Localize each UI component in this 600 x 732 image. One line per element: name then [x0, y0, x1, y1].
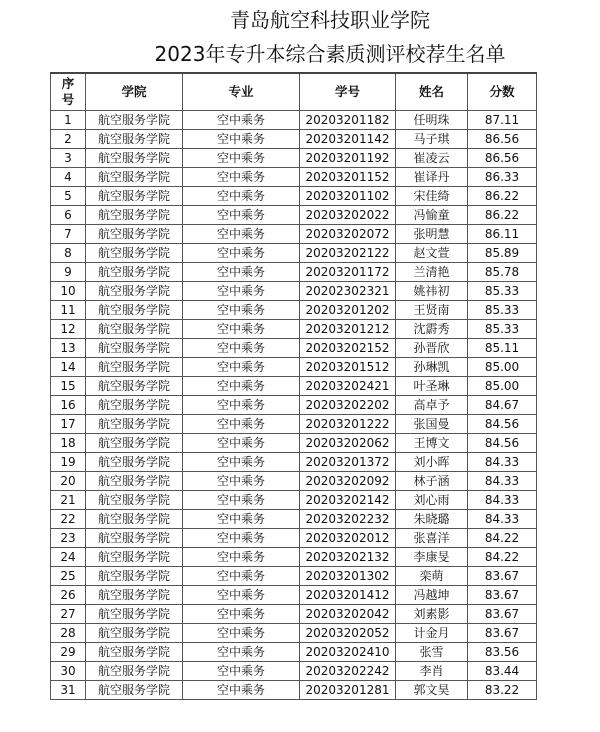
cell-college: 航空服务学院 — [86, 510, 183, 529]
table-header-row — [51, 73, 537, 111]
cell-college: 航空服务学院 — [86, 282, 183, 301]
cell-score: 83.67 — [468, 624, 537, 643]
table-row — [51, 472, 537, 491]
table-row — [51, 491, 537, 510]
table-row — [51, 377, 537, 396]
cell-major: 空中乘务 — [183, 168, 300, 187]
cell-major: 空中乘务 — [183, 529, 300, 548]
cell-score: 86.33 — [468, 168, 537, 187]
cell-name: 高卓予 — [396, 396, 468, 415]
cell-college: 航空服务学院 — [86, 396, 183, 415]
header-no-line2: 号 — [61, 92, 75, 107]
cell-college: 航空服务学院 — [86, 472, 183, 491]
document-subtitle: 2023年专升本综合素质测评校荐生名单 — [154, 42, 506, 66]
cell-id: 20203201202 — [300, 301, 396, 320]
cell-id: 20203202132 — [300, 548, 396, 567]
cell-college: 航空服务学院 — [86, 206, 183, 225]
cell-no: 1 — [51, 111, 86, 130]
cell-name: 孙琳凯 — [396, 358, 468, 377]
cell-college: 航空服务学院 — [86, 434, 183, 453]
cell-id: 20203201281 — [300, 681, 396, 700]
cell-major: 空中乘务 — [183, 263, 300, 282]
cell-id: 20203202410 — [300, 643, 396, 662]
table-row — [51, 605, 537, 624]
cell-major: 空中乘务 — [183, 434, 300, 453]
cell-id: 20203202052 — [300, 624, 396, 643]
cell-major: 空中乘务 — [183, 320, 300, 339]
cell-name: 孙晋欣 — [396, 339, 468, 358]
cell-no: 13 — [51, 339, 86, 358]
cell-major: 空中乘务 — [183, 130, 300, 149]
header-name: 姓名 — [396, 73, 468, 111]
cell-major: 空中乘务 — [183, 415, 300, 434]
cell-major: 空中乘务 — [183, 377, 300, 396]
cell-score: 83.67 — [468, 605, 537, 624]
cell-id: 20202302321 — [300, 282, 396, 301]
cell-id: 20203202062 — [300, 434, 396, 453]
cell-college: 航空服务学院 — [86, 301, 183, 320]
table-row — [51, 111, 537, 130]
cell-name: 李康旻 — [396, 548, 468, 567]
cell-no: 15 — [51, 377, 86, 396]
cell-college: 航空服务学院 — [86, 586, 183, 605]
cell-college: 航空服务学院 — [86, 377, 183, 396]
cell-id: 20203201172 — [300, 263, 396, 282]
cell-score: 83.22 — [468, 681, 537, 700]
cell-score: 85.33 — [468, 282, 537, 301]
cell-score: 84.22 — [468, 548, 537, 567]
table-row — [51, 244, 537, 263]
cell-name: 刘素影 — [396, 605, 468, 624]
document-title: 青岛航空科技职业学院 — [230, 8, 430, 32]
cell-college: 航空服务学院 — [86, 529, 183, 548]
cell-college: 航空服务学院 — [86, 339, 183, 358]
cell-score: 86.56 — [468, 130, 537, 149]
cell-name: 马子琪 — [396, 130, 468, 149]
cell-major: 空中乘务 — [183, 472, 300, 491]
cell-college: 航空服务学院 — [86, 111, 183, 130]
cell-college: 航空服务学院 — [86, 263, 183, 282]
cell-score: 86.56 — [468, 149, 537, 168]
cell-score: 84.33 — [468, 510, 537, 529]
cell-no: 8 — [51, 244, 86, 263]
cell-major: 空中乘务 — [183, 339, 300, 358]
table-row — [51, 263, 537, 282]
cell-no: 20 — [51, 472, 86, 491]
cell-no: 4 — [51, 168, 86, 187]
table-row — [51, 643, 537, 662]
cell-score: 84.33 — [468, 472, 537, 491]
cell-id: 20203201302 — [300, 567, 396, 586]
cell-id: 20203201212 — [300, 320, 396, 339]
table-row — [51, 320, 537, 339]
cell-name: 林子涵 — [396, 472, 468, 491]
cell-score: 83.67 — [468, 586, 537, 605]
header-no-line1: 序 — [61, 76, 75, 91]
cell-name: 冯越坤 — [396, 586, 468, 605]
cell-id: 20203201192 — [300, 149, 396, 168]
cell-no: 17 — [51, 415, 86, 434]
cell-name: 冯愉童 — [396, 206, 468, 225]
cell-no: 2 — [51, 130, 86, 149]
cell-name: 张国曼 — [396, 415, 468, 434]
cell-id: 20203201222 — [300, 415, 396, 434]
cell-no: 5 — [51, 187, 86, 206]
table-row — [51, 282, 537, 301]
cell-major: 空中乘务 — [183, 206, 300, 225]
cell-score: 86.22 — [468, 206, 537, 225]
cell-no: 3 — [51, 149, 86, 168]
cell-name: 王贤南 — [396, 301, 468, 320]
cell-major: 空中乘务 — [183, 491, 300, 510]
cell-college: 航空服务学院 — [86, 662, 183, 681]
cell-score: 86.22 — [468, 187, 537, 206]
cell-major: 空中乘务 — [183, 282, 300, 301]
cell-id: 20203202092 — [300, 472, 396, 491]
cell-id: 20203202152 — [300, 339, 396, 358]
cell-id: 20203201412 — [300, 586, 396, 605]
cell-college: 航空服务学院 — [86, 149, 183, 168]
cell-major: 空中乘务 — [183, 586, 300, 605]
cell-college: 航空服务学院 — [86, 358, 183, 377]
cell-college: 航空服务学院 — [86, 187, 183, 206]
student-list-table — [50, 72, 537, 700]
header-college: 学院 — [86, 73, 183, 111]
table-row — [51, 529, 537, 548]
cell-major: 空中乘务 — [183, 643, 300, 662]
cell-major: 空中乘务 — [183, 225, 300, 244]
cell-college: 航空服务学院 — [86, 453, 183, 472]
table-row — [51, 567, 537, 586]
cell-no: 29 — [51, 643, 86, 662]
header-major: 专业 — [183, 73, 300, 111]
cell-major: 空中乘务 — [183, 453, 300, 472]
cell-no: 31 — [51, 681, 86, 700]
table-row — [51, 415, 537, 434]
table-row — [51, 548, 537, 567]
cell-score: 84.33 — [468, 491, 537, 510]
cell-college: 航空服务学院 — [86, 681, 183, 700]
header-score: 分数 — [468, 73, 537, 111]
cell-no: 11 — [51, 301, 86, 320]
table-row — [51, 396, 537, 415]
cell-score: 84.67 — [468, 396, 537, 415]
cell-no: 25 — [51, 567, 86, 586]
cell-major: 空中乘务 — [183, 244, 300, 263]
cell-score: 85.33 — [468, 320, 537, 339]
table-row — [51, 681, 537, 700]
cell-id: 20203202232 — [300, 510, 396, 529]
table-row — [51, 453, 537, 472]
cell-score: 84.22 — [468, 529, 537, 548]
cell-name: 崔译丹 — [396, 168, 468, 187]
cell-major: 空中乘务 — [183, 624, 300, 643]
header-no — [51, 73, 86, 111]
cell-id: 20203202012 — [300, 529, 396, 548]
cell-score: 86.11 — [468, 225, 537, 244]
cell-no: 6 — [51, 206, 86, 225]
cell-name: 兰清艳 — [396, 263, 468, 282]
cell-no: 28 — [51, 624, 86, 643]
cell-score: 85.00 — [468, 358, 537, 377]
cell-college: 航空服务学院 — [86, 168, 183, 187]
cell-name: 张雪 — [396, 643, 468, 662]
cell-no: 22 — [51, 510, 86, 529]
cell-no: 12 — [51, 320, 86, 339]
table-row — [51, 624, 537, 643]
cell-score: 85.33 — [468, 301, 537, 320]
table-row — [51, 168, 537, 187]
table-row — [51, 358, 537, 377]
table-row — [51, 225, 537, 244]
cell-name: 栾萌 — [396, 567, 468, 586]
cell-score: 83.67 — [468, 567, 537, 586]
cell-major: 空中乘务 — [183, 662, 300, 681]
cell-no: 7 — [51, 225, 86, 244]
cell-major: 空中乘务 — [183, 187, 300, 206]
cell-college: 航空服务学院 — [86, 130, 183, 149]
cell-no: 10 — [51, 282, 86, 301]
cell-name: 赵文萱 — [396, 244, 468, 263]
cell-name: 刘小晖 — [396, 453, 468, 472]
cell-name: 郭文昊 — [396, 681, 468, 700]
cell-id: 20203202242 — [300, 662, 396, 681]
cell-name: 任明珠 — [396, 111, 468, 130]
cell-no: 27 — [51, 605, 86, 624]
cell-id: 20203202202 — [300, 396, 396, 415]
cell-score: 84.56 — [468, 415, 537, 434]
cell-name: 朱晓璐 — [396, 510, 468, 529]
cell-id: 20203201182 — [300, 111, 396, 130]
table-row — [51, 301, 537, 320]
cell-major: 空中乘务 — [183, 510, 300, 529]
cell-no: 16 — [51, 396, 86, 415]
cell-college: 航空服务学院 — [86, 567, 183, 586]
cell-major: 空中乘务 — [183, 605, 300, 624]
cell-id: 20203201152 — [300, 168, 396, 187]
cell-college: 航空服务学院 — [86, 624, 183, 643]
cell-id: 20203202421 — [300, 377, 396, 396]
cell-major: 空中乘务 — [183, 681, 300, 700]
table-row — [51, 510, 537, 529]
cell-major: 空中乘务 — [183, 567, 300, 586]
cell-score: 85.00 — [468, 377, 537, 396]
cell-id: 20203202042 — [300, 605, 396, 624]
cell-major: 空中乘务 — [183, 301, 300, 320]
cell-score: 85.89 — [468, 244, 537, 263]
table-row — [51, 586, 537, 605]
cell-id: 20203202122 — [300, 244, 396, 263]
table-row — [51, 662, 537, 681]
cell-college: 航空服务学院 — [86, 643, 183, 662]
cell-score: 83.44 — [468, 662, 537, 681]
cell-id: 20203201372 — [300, 453, 396, 472]
cell-name: 刘心雨 — [396, 491, 468, 510]
cell-name: 张明慧 — [396, 225, 468, 244]
cell-no: 23 — [51, 529, 86, 548]
cell-college: 航空服务学院 — [86, 605, 183, 624]
cell-no: 21 — [51, 491, 86, 510]
cell-score: 87.11 — [468, 111, 537, 130]
table-row — [51, 339, 537, 358]
table-row — [51, 130, 537, 149]
table-row — [51, 149, 537, 168]
cell-name: 计金月 — [396, 624, 468, 643]
cell-name: 王博文 — [396, 434, 468, 453]
cell-score: 85.78 — [468, 263, 537, 282]
cell-score: 84.56 — [468, 434, 537, 453]
cell-college: 航空服务学院 — [86, 491, 183, 510]
cell-major: 空中乘务 — [183, 548, 300, 567]
header-id: 学号 — [300, 73, 396, 111]
cell-major: 空中乘务 — [183, 358, 300, 377]
cell-no: 18 — [51, 434, 86, 453]
table-row — [51, 187, 537, 206]
cell-score: 85.11 — [468, 339, 537, 358]
cell-college: 航空服务学院 — [86, 320, 183, 339]
cell-id: 20203201512 — [300, 358, 396, 377]
cell-name: 崔凌云 — [396, 149, 468, 168]
cell-college: 航空服务学院 — [86, 244, 183, 263]
cell-id: 20203202142 — [300, 491, 396, 510]
cell-major: 空中乘务 — [183, 396, 300, 415]
cell-college: 航空服务学院 — [86, 225, 183, 244]
cell-major: 空中乘务 — [183, 111, 300, 130]
cell-college: 航空服务学院 — [86, 415, 183, 434]
cell-score: 84.33 — [468, 453, 537, 472]
cell-no: 30 — [51, 662, 86, 681]
cell-id: 20203201102 — [300, 187, 396, 206]
cell-no: 24 — [51, 548, 86, 567]
table-row — [51, 434, 537, 453]
cell-name: 沈霨秀 — [396, 320, 468, 339]
cell-name: 叶圣琳 — [396, 377, 468, 396]
table-row — [51, 206, 537, 225]
cell-id: 20203202072 — [300, 225, 396, 244]
cell-score: 83.56 — [468, 643, 537, 662]
cell-id: 20203202022 — [300, 206, 396, 225]
cell-no: 26 — [51, 586, 86, 605]
cell-name: 姚祎初 — [396, 282, 468, 301]
cell-name: 李肖 — [396, 662, 468, 681]
cell-major: 空中乘务 — [183, 149, 300, 168]
cell-no: 19 — [51, 453, 86, 472]
cell-college: 航空服务学院 — [86, 548, 183, 567]
cell-name: 宋佳绮 — [396, 187, 468, 206]
cell-name: 张喜洋 — [396, 529, 468, 548]
cell-id: 20203201142 — [300, 130, 396, 149]
cell-no: 9 — [51, 263, 86, 282]
cell-no: 14 — [51, 358, 86, 377]
